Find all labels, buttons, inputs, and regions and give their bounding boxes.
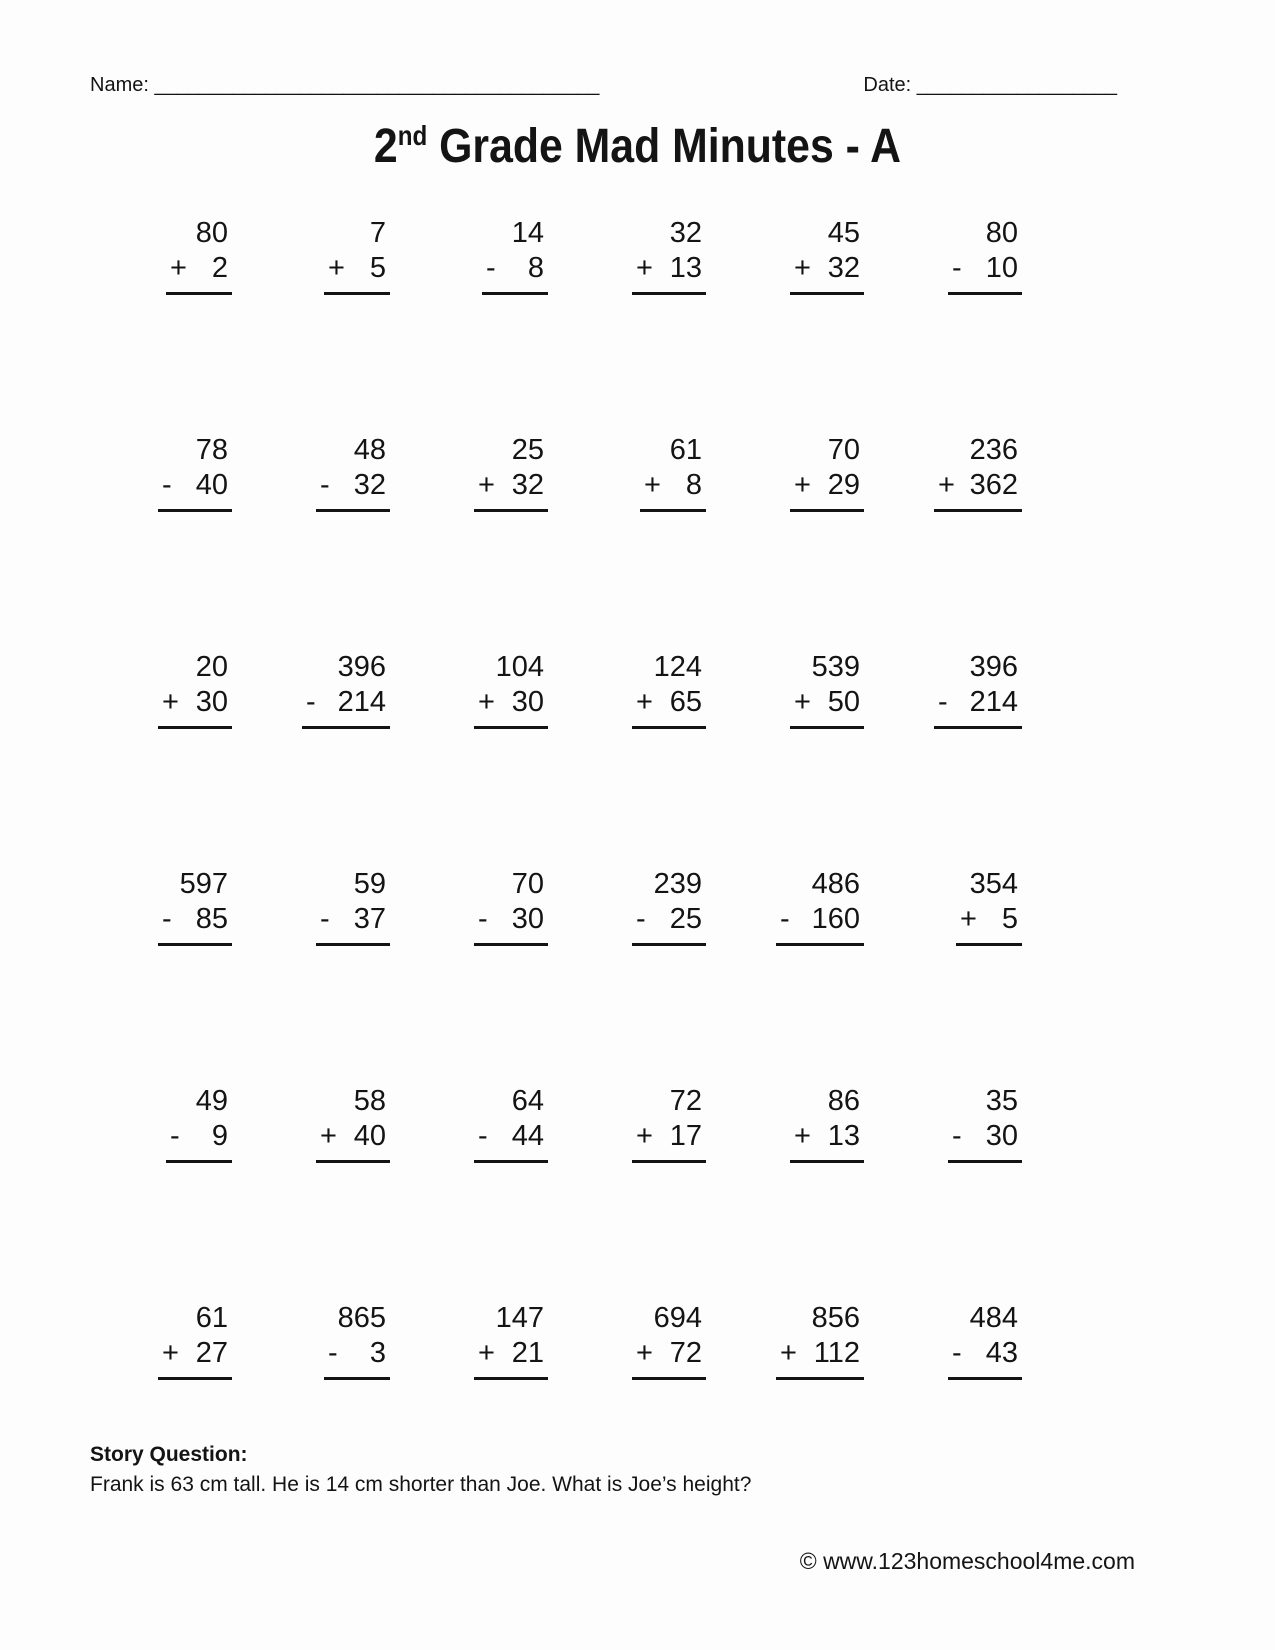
problem-operator-line (632, 1119, 706, 1162)
problem (474, 1301, 548, 1380)
problem-top-number: 484 (969, 1302, 1018, 1334)
problem-operator-line (166, 251, 232, 294)
problem-top-number: 58 (353, 1085, 386, 1117)
problem-cell (240, 650, 398, 867)
problem-top-number: 86 (827, 1085, 860, 1117)
problem-top-number: 49 (195, 1085, 228, 1117)
problem (482, 216, 548, 295)
problem-top-number: 597 (179, 868, 228, 900)
problem-operator-line (948, 1336, 1022, 1379)
problem-operator: + (170, 252, 187, 285)
problem-operand: 13 (669, 252, 702, 285)
problem-operator: - (938, 686, 948, 719)
problem-operator: - (306, 686, 316, 719)
problem (632, 867, 706, 946)
problem (316, 867, 390, 946)
problem-operator-line (158, 468, 232, 511)
problem-operand: 214 (337, 686, 386, 719)
problem-operand: 65 (669, 686, 702, 719)
problem-operator-line (482, 251, 548, 294)
problem-operand: 9 (211, 1120, 228, 1153)
problem-top-number: 396 (337, 651, 386, 683)
problem-operator-line (316, 902, 390, 945)
problem-cell (556, 216, 714, 433)
problem (956, 867, 1022, 946)
problem-cell (240, 867, 398, 1084)
problem-operator: + (794, 686, 811, 719)
problem-operand: 37 (353, 903, 386, 936)
problem-operand: 21 (511, 1337, 544, 1370)
problem-cell (398, 1084, 556, 1301)
problem-operand: 30 (511, 903, 544, 936)
problem (948, 1301, 1022, 1380)
problem-operator: + (328, 252, 345, 285)
problem-operand: 5 (369, 252, 386, 285)
problem (776, 1301, 864, 1380)
problem-operator-line (632, 685, 706, 728)
problem-top-number: 59 (353, 868, 386, 900)
problem-cell (82, 433, 240, 650)
problem-cell (872, 1301, 1030, 1518)
problem (158, 867, 232, 946)
problem-top-number: 236 (969, 434, 1018, 466)
problem (316, 1084, 390, 1163)
problem-operand: 27 (195, 1337, 228, 1370)
problem-operator-line (776, 902, 864, 945)
problem-operator-line (776, 1336, 864, 1379)
problem-operand: 72 (669, 1337, 702, 1370)
title-rest: Grade Mad Minutes - A (427, 117, 902, 173)
problem-top-number: 486 (811, 868, 860, 900)
problem-operator: + (960, 903, 977, 936)
problem-top-number: 32 (669, 217, 702, 249)
problem-operand: 214 (969, 686, 1018, 719)
problem-operator-line (632, 902, 706, 945)
problem-operand: 3 (369, 1337, 386, 1370)
problem (790, 1084, 864, 1163)
problem-operator: + (320, 1120, 337, 1153)
problem-operator: + (636, 686, 653, 719)
problem-operator: - (636, 903, 646, 936)
problem-operator-line (302, 685, 390, 728)
problem-cell (714, 216, 872, 433)
problem-operator: - (952, 252, 962, 285)
problem-operator-line (790, 251, 864, 294)
problem-operand: 50 (827, 686, 860, 719)
problem-cell (872, 433, 1030, 650)
problem-cell (556, 1084, 714, 1301)
problem-top-number: 14 (511, 217, 544, 249)
problem-cell (872, 650, 1030, 867)
problem (158, 650, 232, 729)
problem-operator-line (474, 1119, 548, 1162)
problem-operator-line (316, 1119, 390, 1162)
problem-operator: - (162, 469, 172, 502)
problem-top-number: 80 (195, 217, 228, 249)
problem-operator: - (952, 1120, 962, 1153)
problem-operand: 160 (811, 903, 860, 936)
problem-cell (82, 867, 240, 1084)
problem-operand: 30 (985, 1120, 1018, 1153)
problem-top-number: 78 (195, 434, 228, 466)
problem-operand: 25 (669, 903, 702, 936)
problem (934, 433, 1022, 512)
problem-operator-line (474, 685, 548, 728)
problem-operand: 362 (969, 469, 1018, 502)
problem-operator-line (324, 1336, 390, 1379)
problem-cell (398, 216, 556, 433)
problem (324, 1301, 390, 1380)
problem-cell (82, 216, 240, 433)
story-question-text: Frank is 63 cm tall. He is 14 cm shorter than Joe. What is Joe’s height? (90, 1473, 752, 1497)
problem-operator-line (948, 251, 1022, 294)
problem-operand: 13 (827, 1120, 860, 1153)
problem-operator: - (478, 1120, 488, 1153)
problem-cell (82, 650, 240, 867)
problem (948, 1084, 1022, 1163)
name-field (90, 74, 599, 97)
problem-operator: - (170, 1120, 180, 1153)
problem (474, 433, 548, 512)
story-question (90, 1440, 751, 1501)
problem-operand: 8 (527, 252, 544, 285)
problem (302, 650, 390, 729)
problem-cell (240, 433, 398, 650)
problem (776, 867, 864, 946)
problem-operand: 8 (685, 469, 702, 502)
problem-operator-line (474, 468, 548, 511)
problem-top-number: 70 (827, 434, 860, 466)
problems-grid (82, 216, 1030, 1518)
problem-operand: 30 (195, 686, 228, 719)
problem-operator: + (636, 1337, 653, 1370)
problem-operator: - (162, 903, 172, 936)
problem-top-number: 72 (669, 1085, 702, 1117)
problem-operator: - (320, 903, 330, 936)
problem (324, 216, 390, 295)
problem-operator: + (794, 469, 811, 502)
problem (790, 433, 864, 512)
problem-operand: 5 (1001, 903, 1018, 936)
problem-operand: 40 (353, 1120, 386, 1153)
problem-top-number: 48 (353, 434, 386, 466)
problem-operator-line (934, 468, 1022, 511)
problem-top-number: 80 (985, 217, 1018, 249)
problem-top-number: 865 (337, 1302, 386, 1334)
problem-top-number: 45 (827, 217, 860, 249)
page-title (45, 117, 1231, 174)
problem-top-number: 7 (369, 217, 386, 249)
problem (474, 650, 548, 729)
problem-operator-line (158, 685, 232, 728)
problem-operand: 32 (511, 469, 544, 502)
problem-top-number: 70 (511, 868, 544, 900)
problem (632, 1301, 706, 1380)
problem-operator: + (636, 1120, 653, 1153)
problem-operator: - (486, 252, 496, 285)
problem-top-number: 124 (653, 651, 702, 683)
problem-operator: - (320, 469, 330, 502)
problem-top-number: 20 (195, 651, 228, 683)
problem-cell (714, 1084, 872, 1301)
problem-top-number: 61 (669, 434, 702, 466)
problem-cell (240, 216, 398, 433)
problem-operator-line (316, 468, 390, 511)
problem (474, 867, 548, 946)
problem-operator: + (780, 1337, 797, 1370)
date-blank-line: __________________ (916, 74, 1117, 96)
date-field (863, 74, 1117, 97)
problem-top-number: 147 (495, 1302, 544, 1334)
problem (948, 216, 1022, 295)
problem-cell (398, 433, 556, 650)
problem-operator-line (948, 1119, 1022, 1162)
problem-operator: + (478, 686, 495, 719)
problem-operand: 85 (195, 903, 228, 936)
problem-operator-line (790, 685, 864, 728)
problem-cell (872, 1084, 1030, 1301)
problem-operator-line (474, 902, 548, 945)
problem-operand: 44 (511, 1120, 544, 1153)
problem (166, 1084, 232, 1163)
problem-operator-line (790, 1119, 864, 1162)
title-superscript: nd (397, 119, 428, 152)
problem (474, 1084, 548, 1163)
problem-operand: 32 (353, 469, 386, 502)
problem-cell (556, 650, 714, 867)
problem-top-number: 856 (811, 1302, 860, 1334)
problem-operator-line (934, 685, 1022, 728)
problem-cell (398, 650, 556, 867)
problem-operator-line (640, 468, 706, 511)
problem (790, 650, 864, 729)
problem (632, 216, 706, 295)
problem-cell (556, 867, 714, 1084)
problem-operator-line (158, 1336, 232, 1379)
problem-operand: 10 (985, 252, 1018, 285)
problem (158, 433, 232, 512)
problem-operator: + (162, 1337, 179, 1370)
problem-operand: 29 (827, 469, 860, 502)
problem-operator: + (636, 252, 653, 285)
problem-operator: - (780, 903, 790, 936)
problem (316, 433, 390, 512)
problem-operator: + (644, 469, 661, 502)
problem-operator: + (938, 469, 955, 502)
footer-copyright: © www.123homeschool4me.com (799, 1548, 1135, 1574)
problem-operator: + (794, 252, 811, 285)
problem (640, 433, 706, 512)
problem-operand: 30 (511, 686, 544, 719)
problem (790, 216, 864, 295)
problem-operator: + (478, 1337, 495, 1370)
problem-cell (240, 1084, 398, 1301)
problem-cell (714, 433, 872, 650)
problem-operator: - (478, 903, 488, 936)
date-label: Date: (863, 74, 912, 96)
problem-operator: + (794, 1120, 811, 1153)
problem-cell (714, 650, 872, 867)
problem-top-number: 61 (195, 1302, 228, 1334)
problem-top-number: 104 (495, 651, 544, 683)
problem-cell (556, 433, 714, 650)
problem (166, 216, 232, 295)
problem-cell (82, 1084, 240, 1301)
problem (632, 1084, 706, 1163)
problem-operand: 2 (211, 252, 228, 285)
problem-operator: + (162, 686, 179, 719)
problem-operator-line (790, 468, 864, 511)
problem-operand: 40 (195, 469, 228, 502)
problem-operator-line (632, 251, 706, 294)
problem-operand: 32 (827, 252, 860, 285)
problem-operator-line (632, 1336, 706, 1379)
name-label: Name: (90, 74, 149, 96)
problem (158, 1301, 232, 1380)
problem-operator-line (166, 1119, 232, 1162)
story-question-label: Story Question: (90, 1443, 248, 1466)
problem-top-number: 539 (811, 651, 860, 683)
problem-cell (714, 867, 872, 1084)
problem-operator-line (474, 1336, 548, 1379)
problem-top-number: 25 (511, 434, 544, 466)
problem (934, 650, 1022, 729)
problem-operator-line (956, 902, 1022, 945)
problem-operator: - (328, 1337, 338, 1370)
problem-cell (872, 216, 1030, 433)
problem-cell (872, 867, 1030, 1084)
problem (632, 650, 706, 729)
problem-operator: - (952, 1337, 962, 1370)
problem-top-number: 396 (969, 651, 1018, 683)
problem-operand: 43 (985, 1337, 1018, 1370)
name-blank-line: ________________________________________ (154, 74, 600, 96)
problem-operator-line (324, 251, 390, 294)
problem-cell (398, 867, 556, 1084)
problem-operand: 17 (669, 1120, 702, 1153)
header (90, 74, 1117, 97)
problem-top-number: 64 (511, 1085, 544, 1117)
problem-operand: 112 (813, 1337, 860, 1370)
title-prefix: 2 (373, 117, 398, 173)
problem-operator-line (158, 902, 232, 945)
problem-top-number: 35 (985, 1085, 1018, 1117)
problem-top-number: 694 (653, 1302, 702, 1334)
problem-top-number: 354 (969, 868, 1018, 900)
problem-top-number: 239 (653, 868, 702, 900)
problem-operator: + (478, 469, 495, 502)
